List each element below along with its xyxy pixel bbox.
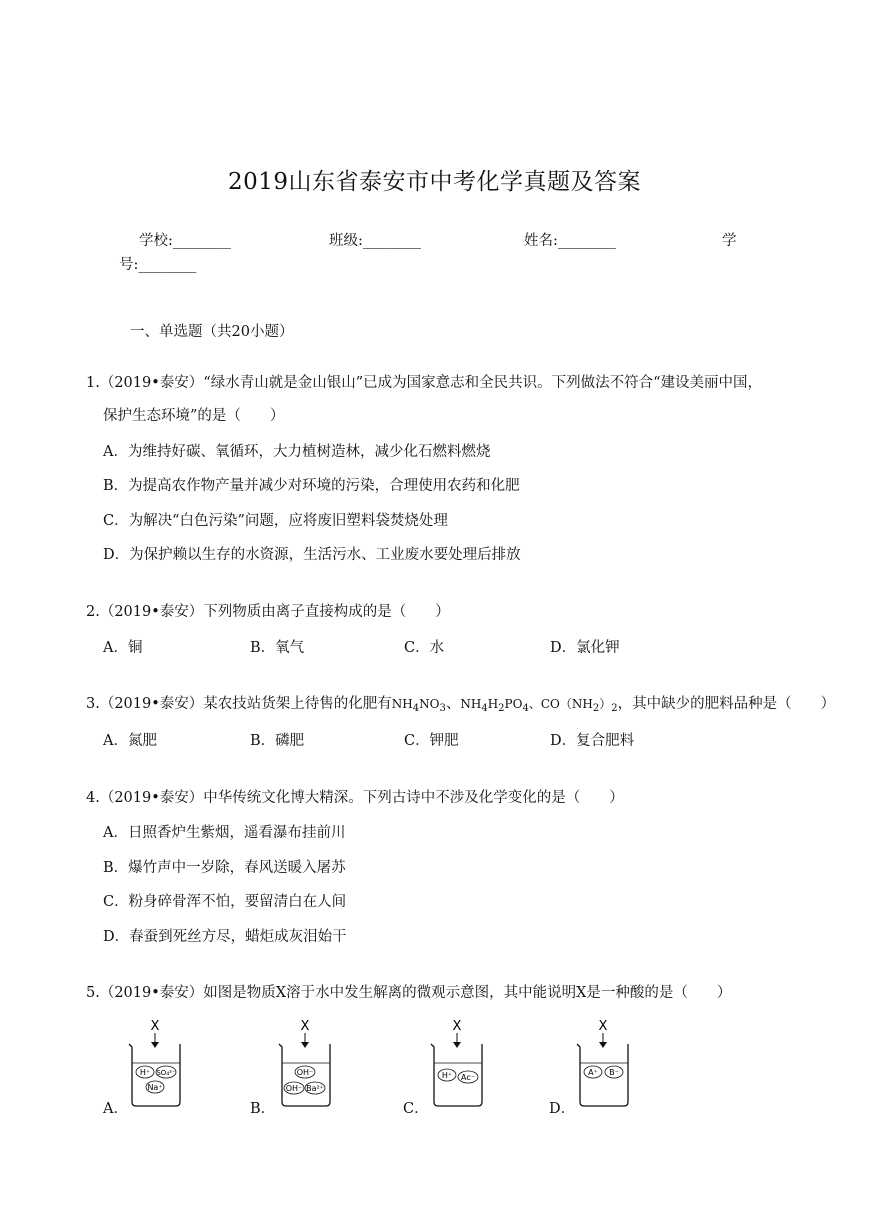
q5-beaker-b — [275, 1014, 339, 1118]
q3-formula-1: $NH_4NO_3$ — [391, 697, 446, 714]
q5-stem: 5.（2019•泰安）如图是物质X溶于水中发生解离的微观示意图，其中能说明X是一种酸的是（ ） — [86, 985, 732, 1001]
q3-formula-2: $NH_4H_2PO_4$ — [460, 697, 529, 714]
q4-stem: 4.（2019•泰安）中华传统文化博大精深。下列古诗中不涉及化学变化的是（ ） — [86, 790, 624, 806]
svg-text:X: X — [300, 1019, 310, 1034]
q3-option-b: B．磷肥 — [250, 733, 305, 749]
q1-option-b: B．为提高农作物产量并减少对环境的污染，合理使用农药和化肥 — [103, 478, 520, 494]
q5-beaker-a — [125, 1014, 189, 1118]
q2-stem: 2.（2019•泰安）下列物质由离子直接构成的是（ ） — [86, 604, 450, 620]
svg-text:A⁺: A⁺ — [588, 1068, 598, 1077]
number-field: 号:________ — [119, 257, 197, 273]
svg-text:H⁺: H⁺ — [139, 1068, 151, 1077]
svg-text:H⁺: H⁺ — [441, 1071, 453, 1080]
q5-beaker-d — [573, 1014, 637, 1118]
q1-option-c: C．为解决“白色污染”问题，应将废旧塑料袋焚烧处理 — [103, 513, 448, 529]
q3-stem: 3.（2019•泰安）某农技站货架上待售的化肥有$NH_4NO_3$、$NH_4H_2PO_4$、$CO(NH_2)_2$，其中缺少的肥料品种是（ ） — [86, 696, 836, 714]
q3-option-d: D．复合肥料 — [550, 733, 635, 749]
svg-text:SO₄²⁻: SO₄²⁻ — [156, 1069, 176, 1077]
svg-text:OH⁻: OH⁻ — [296, 1068, 314, 1077]
name-field: 姓名:________ — [524, 233, 616, 249]
q1-option-a: A．为维持好碳、氧循环，大力植树造林，减少化石燃料燃烧 — [103, 444, 491, 460]
q4-option-c: C．粉身碎骨浑不怕，要留清白在人间 — [103, 894, 347, 910]
page-title: 2019山东省泰安市中考化学真题及答案 — [227, 169, 642, 195]
q3-option-c: C．钾肥 — [404, 733, 459, 749]
q5-option-a-label: A． — [103, 1101, 128, 1117]
school-field: 学校:________ — [139, 233, 231, 249]
q2-option-c: C．水 — [404, 640, 445, 656]
q1-stem-line2: 保护生态环境”的是（ ） — [103, 408, 285, 424]
section-heading: 一、单选题（共20小题） — [130, 324, 294, 340]
svg-text:Ac⁻: Ac⁻ — [461, 1073, 475, 1082]
svg-text:Na⁺: Na⁺ — [147, 1083, 163, 1092]
q3-option-a: A．氮肥 — [103, 733, 157, 749]
q5-beaker-c — [427, 1014, 491, 1118]
q5-option-c-label: C． — [403, 1101, 429, 1117]
q2-option-a: A．铜 — [103, 640, 143, 656]
q3-formula-3: 、$CO(NH_2)_2$ — [528, 697, 618, 714]
q3-stem-suffix: ，其中缺少的肥料品种是（ ） — [617, 696, 836, 712]
svg-text:B⁻: B⁻ — [609, 1068, 619, 1077]
q3-stem-prefix: 3.（2019•泰安）某农技站货架上待售的化肥有 — [86, 696, 392, 712]
svg-text:X: X — [598, 1019, 608, 1034]
svg-text:OH⁻: OH⁻ — [285, 1084, 303, 1093]
q2-option-d: D．氯化钾 — [550, 640, 620, 656]
svg-text:X: X — [150, 1019, 160, 1034]
q2-option-b: B．氧气 — [250, 640, 305, 656]
q4-option-d: D．春蚕到死丝方尽，蜡炬成灰泪始干 — [103, 929, 347, 945]
q1-stem-line1: 1.（2019•泰安）“绿水青山就是金山银山”已成为国家意志和全民共识。下列做法不符合“建设美丽中国， — [86, 375, 763, 391]
q1-option-d: D．为保护赖以生存的水资源，生活污水、工业废水要处理后排放 — [103, 547, 521, 563]
q4-option-b: B．爆竹声中一岁除，春风送暖入屠苏 — [103, 860, 346, 876]
q5-option-b-label: B． — [250, 1101, 276, 1117]
class-field: 班级:________ — [329, 233, 421, 249]
svg-text:Ba²⁺: Ba²⁺ — [306, 1084, 324, 1093]
svg-text:X: X — [452, 1019, 462, 1034]
number-field-char: 学 — [722, 233, 737, 249]
q5-option-d-label: D． — [549, 1101, 576, 1117]
q4-option-a: A．日照香炉生紫烟，遥看瀑布挂前川 — [103, 825, 346, 841]
